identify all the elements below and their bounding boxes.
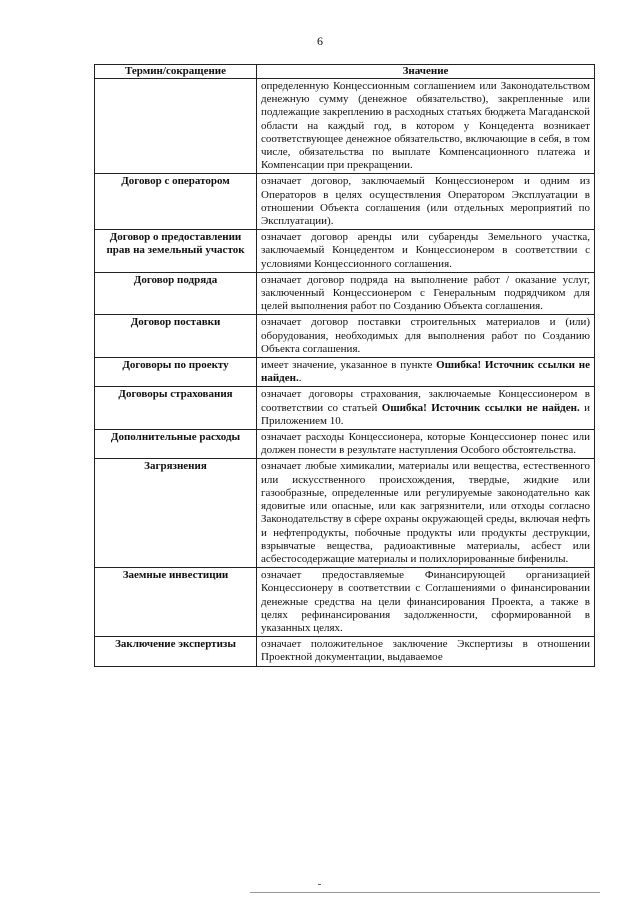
term-cell: Договор о предоставлении прав на земельный участок [95, 230, 257, 273]
term-cell: Договор подряда [95, 272, 257, 315]
meaning-text: означает положительное заключение Экспертизы в отношении Проектной документации, выдаваемое [261, 638, 590, 664]
meaning-cell [257, 637, 595, 666]
terms-table [94, 64, 595, 667]
term-cell: Загрязнения [95, 459, 257, 568]
meaning-cell [257, 79, 595, 174]
table-row [95, 315, 595, 358]
meaning-text: означает любые химикалии, материалы или вещества, естественного или искусственного происхождения, твердые, жидкие или газообразные, определенные или регулируемые законодательно как ядовитые или опасные, или как загрязнители, или отходы согласно Законодательству в сфере охраны окружающей среды, включая нефть и нефтепродукты, побочные продукты или продукты деструкции, взрывчатые вещества, радиоактивные материалы, асбест или асбестосодержащие материалы и полихлорированные бифенилы. [261, 460, 590, 565]
term-cell [95, 79, 257, 174]
meaning-text: означает договор поставки строительных материалов и (или) оборудования, необходимых для выполнения работ по Созданию Объекта соглашения. [261, 316, 590, 355]
meaning-text: означает предоставляемые Финансирующей организацией Концессионеру в соответствии с Соглашениями о финансировании денежные средства на цели финансирования Проекта, а также в целях рефинансирования задолженности, сформированной в указанных целях. [261, 569, 590, 634]
meaning-cell [257, 272, 595, 315]
meaning-cell [257, 568, 595, 637]
meaning-cell [257, 459, 595, 568]
table-row [95, 174, 595, 230]
term-cell: Договор с оператором [95, 174, 257, 230]
meaning-text: имеет значение, указанное в пункте [261, 359, 437, 372]
meaning-cell [257, 315, 595, 358]
meaning-text: означает договор подряда на выполнение работ / оказание услуг, заключенный Концессионером с Генеральным подрядчиком для целей выполнения работ по Созданию Объекта соглашения. [261, 273, 590, 313]
meaning-cell [257, 230, 595, 273]
table-row [95, 358, 595, 387]
term-cell: Заемные инвестиции [95, 568, 257, 637]
meaning-text: и Приложением 10. [261, 401, 590, 427]
meaning-text: означает договор, заключаемый Концессионером и одним из Операторов в целях осуществления Оператором Эксплуатации в отношении Объекта соглашения (или отдельных мероприятий по Эксплуатации). [261, 175, 590, 228]
table-row [95, 459, 595, 568]
header-meaning: Значение [257, 65, 595, 79]
table-row [95, 568, 595, 637]
meaning-text: означает договоры страхования, заключаемые Концессионером в соответствии со статьей [261, 388, 590, 414]
meaning-text: . [298, 372, 302, 385]
footer-rule [250, 892, 600, 893]
table-row [95, 637, 595, 666]
term-cell: Договор поставки [95, 315, 257, 358]
table-body [95, 79, 595, 667]
table-row [95, 387, 595, 430]
error-reference-text: Ошибка! Источник ссылки не найден. [261, 359, 590, 385]
term-cell: Договоры страхования [95, 387, 257, 430]
meaning-cell [257, 387, 595, 430]
term-cell: Договоры по проекту [95, 358, 257, 387]
meaning-text: означает расходы Концессионера, которые Концессионер понес или должен понести в результате наступления Особого обстоятельства. [261, 431, 590, 457]
term-cell: Заключение экспертизы [95, 637, 257, 666]
error-reference-text: Ошибка! Источник ссылки не найден. [381, 401, 580, 414]
table-header-row [95, 65, 595, 79]
meaning-cell [257, 174, 595, 230]
table-row [95, 272, 595, 315]
table-row [95, 79, 595, 174]
meaning-text: означает договор аренды или субаренды Земельного участка, заключаемый Концедентом и Концессионером в соответствии с условиями Концессионного соглашения. [261, 231, 590, 270]
footer-mark [318, 884, 321, 885]
meaning-cell [257, 358, 595, 387]
meaning-cell [257, 430, 595, 459]
header-term: Термин/сокращение [95, 65, 257, 79]
term-cell: Дополнительные расходы [95, 430, 257, 459]
page-number: 6 [317, 34, 323, 48]
table-row [95, 230, 595, 273]
meaning-text: определенную Концессионным соглашением или Законодательством денежную сумму (денежное обязательство), закрепленные или подлежащие закреплению в расходных статьях бюджета Магаданской области на каждый год, в котором у Концедента возникает соответствующее денежное обязательство, включающие в себя, в том числе, обязательства по выплате Компенсационного платежа и Компенсации при прекращении. [261, 80, 590, 172]
table-row [95, 430, 595, 459]
